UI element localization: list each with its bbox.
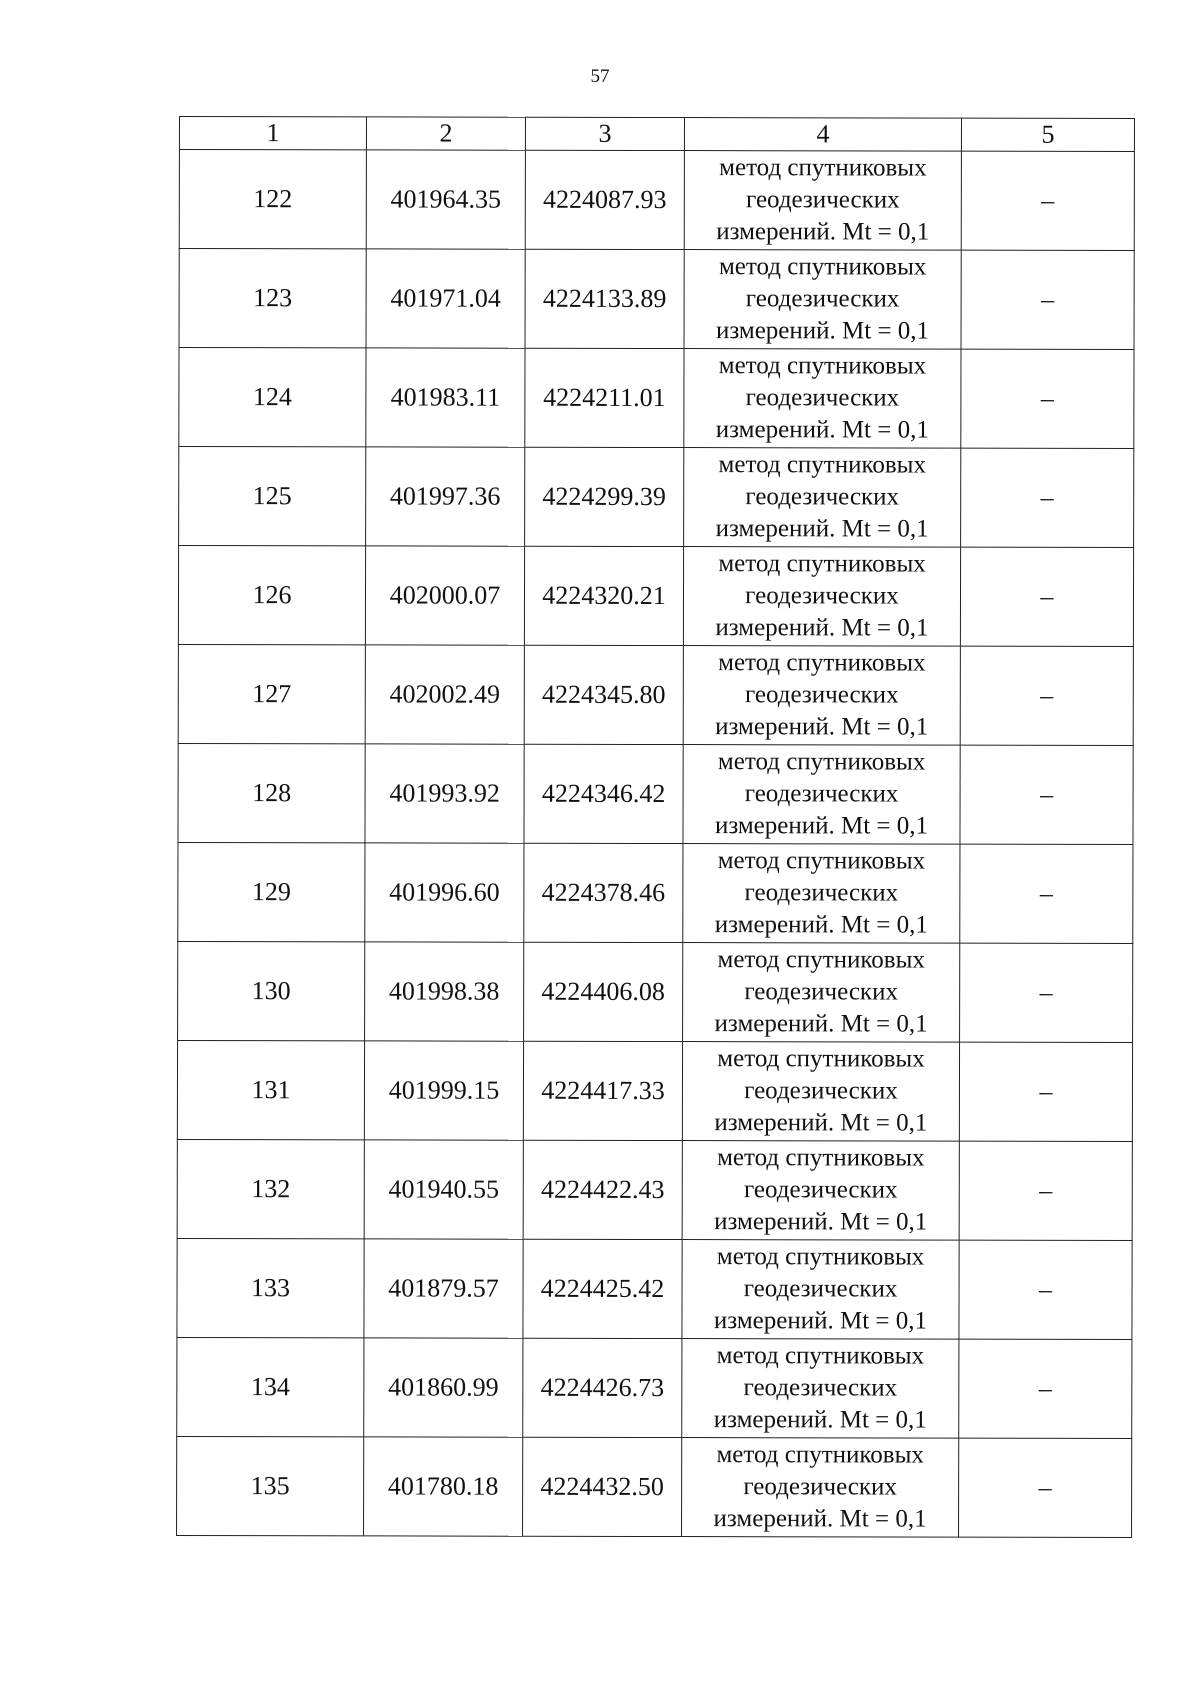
method-line-1: метод спутниковых <box>717 946 925 974</box>
method-cell <box>682 1042 959 1142</box>
note-cell: – <box>959 1438 1132 1537</box>
table-row <box>178 644 1133 745</box>
table-row <box>178 842 1133 943</box>
method-line-1: метод спутниковых <box>717 1144 925 1172</box>
y-coordinate-cell: 4224422.43 <box>523 1140 682 1239</box>
table-row <box>179 447 1134 548</box>
header-col-2: 2 <box>366 117 525 150</box>
table-row <box>178 941 1133 1042</box>
point-number-cell: 135 <box>177 1436 364 1535</box>
method-line-1: метод спутниковых <box>717 748 926 776</box>
note-cell: – <box>960 745 1133 844</box>
header-col-3: 3 <box>525 117 684 150</box>
point-number-cell: 127 <box>178 644 365 743</box>
coordinates-table <box>176 116 1135 1538</box>
method-line-1: метод спутниковых <box>718 253 927 281</box>
method-cell <box>684 151 961 251</box>
table-row <box>177 1139 1132 1240</box>
method-line-1: метод спутниковых <box>718 352 927 380</box>
x-coordinate-cell: 402000.07 <box>365 546 524 645</box>
method-line-3: измерений. Mt = 0,1 <box>715 614 929 642</box>
page-number: 57 <box>590 66 610 87</box>
method-cell <box>682 1438 959 1538</box>
method-line-2: геодезических <box>744 879 899 907</box>
x-coordinate-cell: 401964.35 <box>366 150 525 249</box>
y-coordinate-cell: 4224417.33 <box>523 1041 682 1140</box>
x-coordinate-cell: 401971.04 <box>366 249 525 348</box>
method-line-2: геодезических <box>743 1374 898 1402</box>
method-line-2: геодезических <box>744 1077 898 1105</box>
header-col-4: 4 <box>684 118 961 152</box>
method-cell <box>684 349 961 449</box>
method-cell <box>683 646 960 746</box>
note-cell: – <box>961 349 1134 448</box>
point-number-cell: 126 <box>178 546 365 645</box>
method-cell <box>684 250 961 350</box>
table-row <box>179 150 1134 251</box>
point-number-cell: 125 <box>179 447 366 546</box>
method-line-2: геодезических <box>744 780 899 808</box>
table-row <box>179 348 1134 449</box>
method-line-3: измерений. Mt = 0,1 <box>715 713 929 741</box>
method-cell <box>682 1240 959 1340</box>
method-cell <box>683 943 960 1043</box>
x-coordinate-cell: 401996.60 <box>365 843 524 942</box>
method-line-3: измерений. Mt = 0,1 <box>713 1406 927 1434</box>
note-cell: – <box>961 151 1134 250</box>
header-col-1: 1 <box>179 117 366 150</box>
x-coordinate-cell: 401993.92 <box>365 744 524 843</box>
table-header <box>179 117 1134 152</box>
y-coordinate-cell: 4224087.93 <box>525 150 684 249</box>
method-line-1: метод спутниковых <box>716 1342 925 1370</box>
y-coordinate-cell: 4224432.50 <box>523 1437 682 1536</box>
x-coordinate-cell: 401997.36 <box>366 447 525 546</box>
method-line-2: геодезических <box>745 483 900 511</box>
y-coordinate-cell: 4224426.73 <box>523 1338 682 1437</box>
table-row <box>178 743 1133 844</box>
point-number-cell: 124 <box>179 348 366 447</box>
y-coordinate-cell: 4224378.46 <box>524 843 683 942</box>
table-row <box>179 249 1134 350</box>
method-line-1: метод спутниковых <box>719 154 927 182</box>
method-cell <box>683 745 960 845</box>
table-body <box>177 150 1135 1538</box>
method-line-2: геодезических <box>744 978 898 1006</box>
method-line-1: метод спутниковых <box>718 649 926 677</box>
x-coordinate-cell: 402002.49 <box>365 645 524 744</box>
y-coordinate-cell: 4224406.08 <box>524 942 683 1041</box>
point-number-cell: 130 <box>178 941 365 1040</box>
x-coordinate-cell: 401999.15 <box>364 1041 523 1140</box>
point-number-cell: 128 <box>178 743 365 842</box>
method-line-3: измерений. Mt = 0,1 <box>715 416 929 444</box>
method-line-3: измерений. Mt = 0,1 <box>714 1109 928 1137</box>
method-cell <box>682 1141 959 1241</box>
y-coordinate-cell: 4224425.42 <box>523 1239 682 1338</box>
method-line-2: геодезических <box>746 186 900 214</box>
method-line-1: метод спутниковых <box>717 1045 925 1073</box>
method-line-3: измерений. Mt = 0,1 <box>714 911 928 939</box>
point-number-cell: 132 <box>177 1139 364 1238</box>
y-coordinate-cell: 4224133.89 <box>525 249 684 348</box>
x-coordinate-cell: 401940.55 <box>364 1140 523 1239</box>
method-line-1: метод спутниковых <box>718 451 927 479</box>
y-coordinate-cell: 4224211.01 <box>525 348 684 447</box>
table-row <box>177 1337 1132 1438</box>
note-cell: – <box>959 1141 1132 1240</box>
method-line-1: метод спутниковых <box>716 1243 925 1271</box>
y-coordinate-cell: 4224299.39 <box>525 447 684 546</box>
method-line-3: измерений. Mt = 0,1 <box>714 1208 928 1236</box>
method-line-3: измерений. Mt = 0,1 <box>715 317 930 345</box>
note-cell: – <box>959 1339 1132 1438</box>
method-line-3: измерений. Mt = 0,1 <box>716 218 930 246</box>
method-line-2: геодезических <box>744 681 899 709</box>
method-line-3: измерений. Mt = 0,1 <box>714 1010 928 1038</box>
method-line-3: измерений. Mt = 0,1 <box>713 1307 928 1335</box>
note-cell: – <box>960 943 1133 1042</box>
x-coordinate-cell: 401879.57 <box>364 1239 523 1338</box>
note-cell: – <box>960 844 1133 943</box>
method-line-3: измерений. Mt = 0,1 <box>714 812 929 840</box>
point-number-cell: 129 <box>178 842 365 941</box>
method-line-2: геодезических <box>745 582 899 610</box>
method-line-3: измерений. Mt = 0,1 <box>713 1505 927 1533</box>
point-number-cell: 122 <box>179 150 366 249</box>
y-coordinate-cell: 4224346.42 <box>524 744 683 843</box>
table-row <box>178 546 1133 647</box>
point-number-cell: 123 <box>179 249 366 348</box>
method-cell <box>682 1339 959 1439</box>
method-line-2: геодезических <box>743 1473 897 1501</box>
point-number-cell: 134 <box>177 1337 364 1436</box>
y-coordinate-cell: 4224320.21 <box>524 546 683 645</box>
y-coordinate-cell: 4224345.80 <box>524 645 683 744</box>
x-coordinate-cell: 401998.38 <box>365 942 524 1041</box>
note-cell: – <box>959 1042 1132 1141</box>
method-line-1: метод спутниковых <box>717 847 926 875</box>
note-cell: – <box>960 646 1133 745</box>
point-number-cell: 131 <box>177 1040 364 1139</box>
note-cell: – <box>960 547 1133 646</box>
method-line-2: геодезических <box>743 1176 898 1204</box>
method-line-2: геодезических <box>743 1275 898 1303</box>
table-row <box>177 1238 1132 1339</box>
method-cell <box>683 844 960 944</box>
header-row <box>179 117 1134 152</box>
table-row <box>177 1436 1132 1537</box>
header-col-5: 5 <box>961 118 1134 151</box>
note-cell: – <box>959 1240 1132 1339</box>
method-cell <box>684 448 961 548</box>
x-coordinate-cell: 401983.11 <box>366 348 525 447</box>
table-row <box>177 1040 1132 1141</box>
method-cell <box>683 547 960 647</box>
note-cell: – <box>961 250 1134 349</box>
method-line-2: геодезических <box>745 285 900 313</box>
x-coordinate-cell: 401860.99 <box>364 1338 523 1437</box>
x-coordinate-cell: 401780.18 <box>364 1437 523 1536</box>
method-line-2: геодезических <box>745 384 900 412</box>
method-line-1: метод спутниковых <box>718 550 926 578</box>
method-line-1: метод спутниковых <box>716 1441 924 1469</box>
method-line-3: измерений. Mt = 0,1 <box>715 515 929 543</box>
point-number-cell: 133 <box>177 1238 364 1337</box>
note-cell: – <box>961 448 1134 547</box>
